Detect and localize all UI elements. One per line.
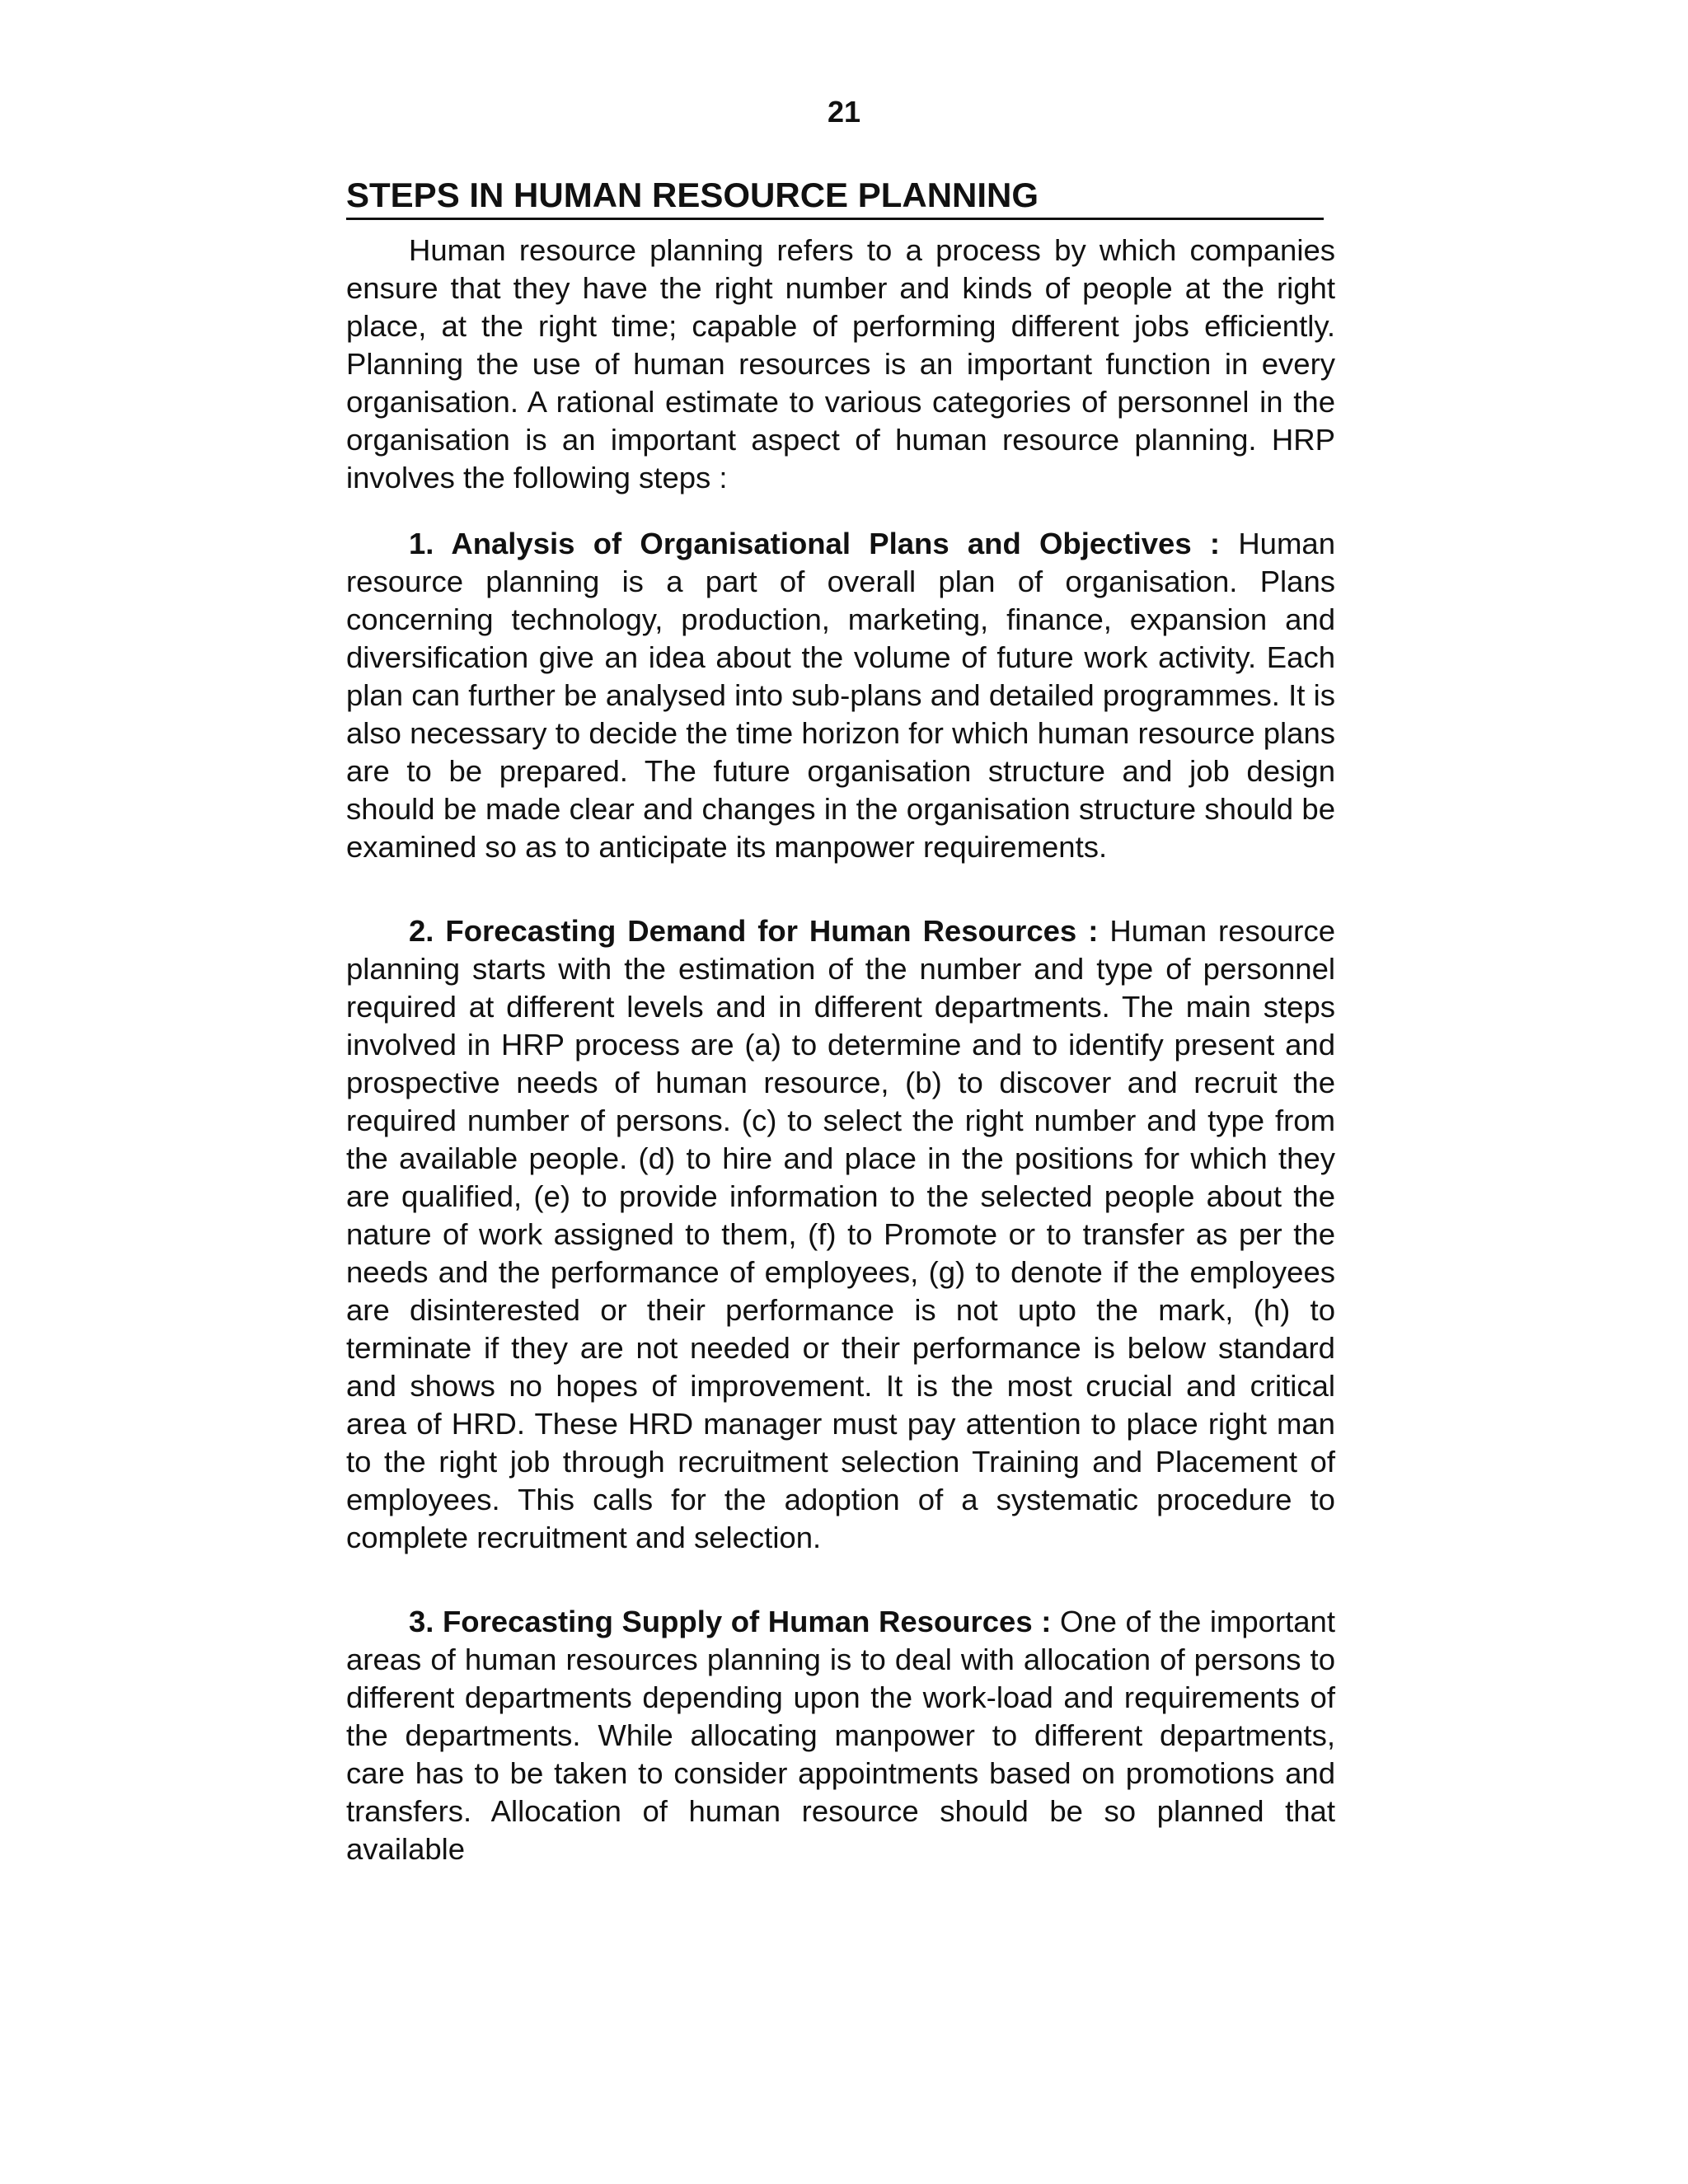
step-3-title: 3. Forecasting Supply of Human Resources : bbox=[409, 1605, 1052, 1638]
step-1-paragraph bbox=[346, 525, 1335, 866]
section-heading: STEPS IN HUMAN RESOURCE PLANNING bbox=[346, 175, 1324, 220]
step-2-paragraph bbox=[346, 912, 1335, 1557]
step-1-text: Human resource planning is a part of overall plan of organisation. Plans concerning technology, production, marketing, finance, expansion and diversification give an idea about the volume of future work activity. Each plan can further be analysed into sub-plans and detailed programmes. It is also necessary to decide the time horizon for which human resource plans are to be prepared. The future organisation structure and job design should be made clear and changes in the organisation structure should be examined so as to anticipate its manpower requirements. bbox=[346, 527, 1335, 864]
step-2-text: Human resource planning starts with the estimation of the number and type of personnel required at different levels and in different departments. The main steps involved in HRP process are (a) to determine and to identify present and prospective needs of human resource, (b) to discover and recruit the required number of persons. (c) to select the right number and type from the available people. (d) to hire and place in the positions for which they are qualified, (e) to provide information to the selected people about the nature of work assigned to them, (f) to Promote or to transfer as per the needs and the performance of employees, (g) to denote if the employees are disinterested or their performance is not upto the mark, (h) to terminate if they are not needed or their performance is below standard and shows no hopes of improvement. It is the most crucial and critical area of HRD. These HRD manager must pay attention to place right man to the right job through recruitment selection Training and Placement of employees. This calls for the adoption of a systematic procedure to complete recruitment and selection. bbox=[346, 914, 1335, 1554]
page-content bbox=[346, 175, 1335, 1868]
page-number: 21 bbox=[827, 95, 861, 129]
step-3-text: One of the important areas of human resources planning is to deal with allocation of persons to different departments depending upon the work-load and requirements of the departments. While allocating manpower to different departments, care has to be taken to consider appointments based on promotions and transfers. Allocation of human resource should be so planned that available bbox=[346, 1605, 1335, 1866]
step-2-title: 2. Forecasting Demand for Human Resources : bbox=[409, 914, 1099, 948]
step-3-paragraph bbox=[346, 1603, 1335, 1868]
intro-paragraph: Human resource planning refers to a process by which companies ensure that they have the right number and kinds of people at the right place, at the right time; capable of performing different jobs efficiently. Planning the use of human resources is an important function in every organisation. A rational estimate to various categories of personnel in the organisation is an important aspect of human resource planning. HRP involves the following steps : bbox=[346, 233, 1335, 494]
step-1-title: 1. Analysis of Organisational Plans and Objectives : bbox=[409, 527, 1221, 560]
